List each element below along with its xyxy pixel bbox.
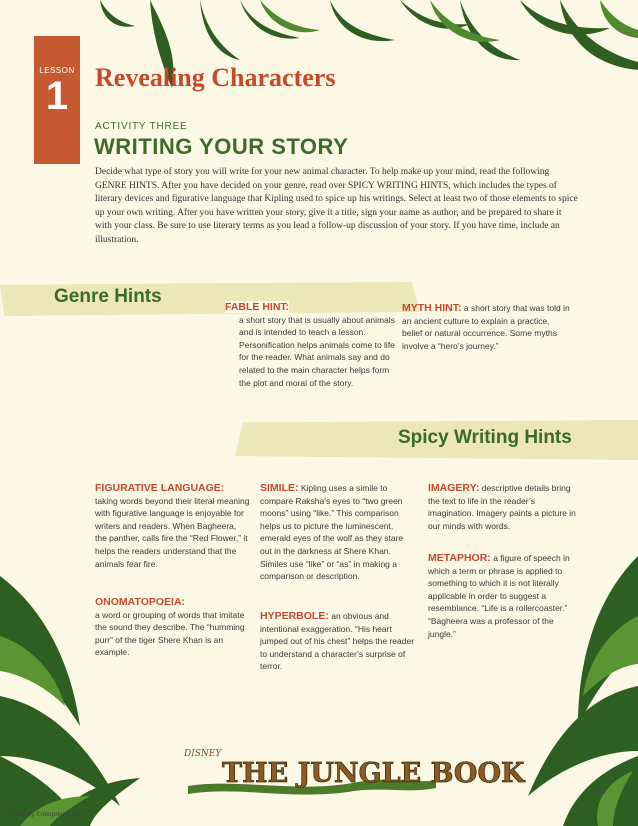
onomatopoeia-hint xyxy=(95,596,250,659)
imagery-hint xyxy=(428,482,578,532)
activity-title: WRITING YOUR STORY xyxy=(94,134,349,159)
simile-text: Kipling uses a simile to compare Raksha’s eyes to “two green moons” using “like.” This comparison helps us to picture the luminescent, emerald eyes of the wolf as they stare out in the darkness at Shere Khan. Similes use “like” or “as” in making a comparison or description. xyxy=(260,483,404,582)
myth-hint xyxy=(402,302,572,352)
metaphor-hint xyxy=(428,552,578,640)
fable-hint-text: a short story that is usually about animals and is intended to teach a lesson. Personification helps animals come to life for the reader. What animals say and do related to the main character helps form the plot and moral of the story. xyxy=(239,314,395,388)
lesson-label: LESSON xyxy=(39,66,75,75)
jungle-book-logo xyxy=(178,738,525,798)
hyperbole-term: HYPERBOLE: xyxy=(260,610,329,622)
hyperbole-text: an obvious and intentional exaggeration. “His heart jumped out of his chest” helps the reader to understand a character’s surprise of terror. xyxy=(260,611,415,672)
imagery-text: descriptive details bring the text to life in the reader’s imagination. Imagery paints a picture in our minds with words. xyxy=(428,483,576,531)
onomatopoeia-term: ONOMATOPOEIA: xyxy=(95,596,186,608)
hyperbole-hint xyxy=(260,610,415,673)
lesson-number: 1 xyxy=(45,74,69,118)
intro-paragraph: Decide what type of story you will write for your new animal character. To help make up your mind, read the following GENRE HINTS. After you have decided on your genre, read over SPICY WRITING HINTS, which includes the types of literary devices and figurative language that Kipling used to spice up his writings. Select at least two of those elements to spice up your own writing. After you have written your story, give it a title, sign your name as author, and be prepared to share it with your class. Be sure to use literary terms as you lead a follow-up discussion of your story. If you have time, include an illustration. xyxy=(95,167,578,245)
page-number: 23 xyxy=(597,786,606,795)
fable-hint-term: FABLE HINT: xyxy=(225,301,290,313)
myth-hint-text: a short story that was told in an ancient culture to explain a practice, belief or natural occurrence. Some myths involve a “hero’s journey.” xyxy=(402,303,570,351)
figurative-language-hint xyxy=(95,482,250,570)
activity-label: ACTIVITY THREE xyxy=(95,121,188,132)
imagery-term: IMAGERY: xyxy=(428,482,480,494)
fable-hint xyxy=(225,301,395,389)
onomatopoeia-text: a word or grouping of words that imitate the sound they describe. The “humming purr” of the tiger Shere Khan is an example. xyxy=(95,609,245,658)
figurative-language-term: FIGURATIVE LANGUAGE: xyxy=(95,482,225,494)
figurative-language-text: taking words beyond their literal meaning with figurative language is enjoyable for writers and readers. When Bagheera, the panther, calls fire the “Red Flower,” it helps the readers understand that the animals fear fire. xyxy=(95,495,250,569)
genre-hints-heading: Genre Hints xyxy=(54,286,162,307)
simile-hint xyxy=(260,482,415,583)
logo-title-text: THE JUNGLE BOOK xyxy=(222,758,525,789)
myth-hint-term: MYTH HINT: xyxy=(402,302,462,314)
spicy-hints-heading: Spicy Writing Hints xyxy=(398,427,572,448)
lesson-tab xyxy=(34,36,80,164)
copyright: © Disney Enterprises, Inc. xyxy=(8,811,84,818)
metaphor-term: METAPHOR: xyxy=(428,552,491,564)
page-title: Revealing Characters xyxy=(95,63,336,92)
metaphor-text: a figure of speech in which a term or phrase is applied to something to which it is not literally applicable in order to suggest a resemblance. “Life is a rollercoaster.” “Bagheera was a professor of the jungle.” xyxy=(428,553,570,639)
simile-term: SIMILE: xyxy=(260,482,299,494)
logo-brand-text: DISNEY xyxy=(184,749,222,759)
